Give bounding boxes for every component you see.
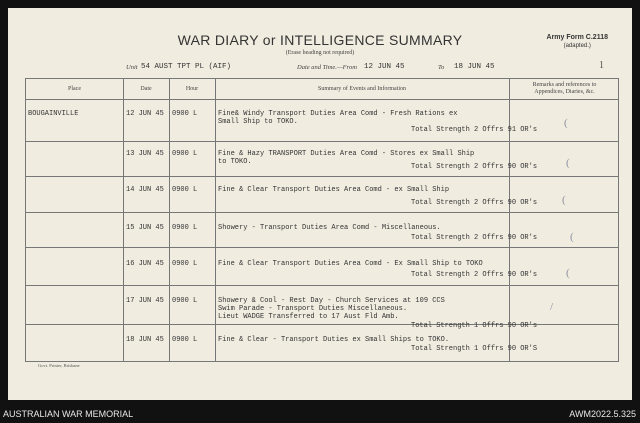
entry-summary: Fine & Hazy TRANSPORT Duties Area Comd - Stores ex Small Ship to TOKO. [218,150,475,166]
form-subtitle: (Erase heading not required) [285,50,355,56]
entry-strength: Total Strength 2 Offrs 90 OR's [411,163,538,171]
place-cell: BOUGAINVILLE [28,110,79,118]
entry-date: 17 JUN 45 [126,297,164,305]
entry-summary: Showery - Transport Duties Area Comd - Miscellaneous. [218,224,441,232]
entry-summary: Fine & Clear - Transport Duties ex Small Ships to TOKO. [218,336,450,344]
col-place: Place [68,86,81,92]
caption-right: AWM2022.5.325 [569,409,636,419]
entry-hour: 0900 L [172,150,198,158]
col-summary: Summary of Events and Information [318,86,406,92]
entry-strength: Total Strength 2 Offrs 91 OR's [411,126,538,134]
entry-hour: 0900 L [172,186,198,194]
unit-label: Unit [126,64,138,71]
col-date: Date [140,86,152,92]
entry-date: 14 JUN 45 [126,186,164,194]
printer-note: Govt. Printer, Brisbane [38,363,80,368]
entry-strength: Total Strength 1 Offrs 90 OR's [411,322,538,330]
entry-date: 16 JUN 45 [126,260,164,268]
form-title: WAR DIARY or INTELLIGENCE SUMMARY [177,32,463,48]
pencil-tick: ( [562,194,566,206]
entry-hour: 0900 L [172,260,198,268]
entry-date: 13 JUN 45 [126,150,164,158]
entry-strength: Total Strength 2 Offrs 90 OR's [411,271,538,279]
entry-summary: Fine & Clear Transport Duties Area Comd - Ex Small Ship to TOKO [218,260,483,268]
form-adapted: (adapted.) [563,43,591,49]
pencil-tick: ( [570,231,574,243]
entry-summary: Fine& Windy Transport Duties Area Comd - Fresh Rations ex Small Ship to TOKO. [218,110,458,126]
entry-hour: 0900 L [172,110,198,118]
diary-table [25,78,619,362]
to-label: To [438,64,445,71]
entry-strength: Total Strength 1 Offrs 90 OR'S [411,345,538,353]
pencil-tick: ( [566,157,570,169]
entry-date: 15 JUN 45 [126,224,164,232]
col-remarks [509,82,620,96]
unit-value: 54 AUST TPT PL (AIF) [141,63,232,71]
caption-left: AUSTRALIAN WAR MEMORIAL [3,409,134,419]
col-remarks-line1: Remarks and references to [532,82,597,88]
entry-summary: Fine & Clear Transport Duties Area Comd - ex Small Ship [218,186,450,194]
pencil-tick: ( [566,267,570,279]
date-label: Date and Time.—From [297,64,357,71]
col-remarks-line2: Appendices, Diaries, &c. [534,89,595,95]
entry-strength: Total Strength 2 Offrs 90 OR's [411,234,538,242]
form-number: Army Form C.2118 [546,34,608,41]
entry-date: 18 JUN 45 [126,336,164,344]
diary-sheet [8,8,632,400]
army-form-id [547,34,608,50]
entry-hour: 0900 L [172,297,198,305]
corner-mark: 1 [599,60,604,71]
to-date: 18 JUN 45 [454,63,495,71]
pencil-tick: / [550,301,554,313]
entry-summary: Showery & Cool - Rest Day - Church Services at 109 CCS Swim Parade - Transport Duties Miscellaneous. Lieut WADGE Transferred to 17 Aust Fld Amb. [218,297,445,321]
entry-strength: Total Strength 2 Offrs 90 OR's [411,199,538,207]
col-hour: Hour [185,86,199,92]
from-date: 12 JUN 45 [364,63,405,71]
entry-hour: 0900 L [172,336,198,344]
entry-hour: 0900 L [172,224,198,232]
pencil-tick: ( [564,117,568,129]
entry-date: 12 JUN 45 [126,110,164,118]
